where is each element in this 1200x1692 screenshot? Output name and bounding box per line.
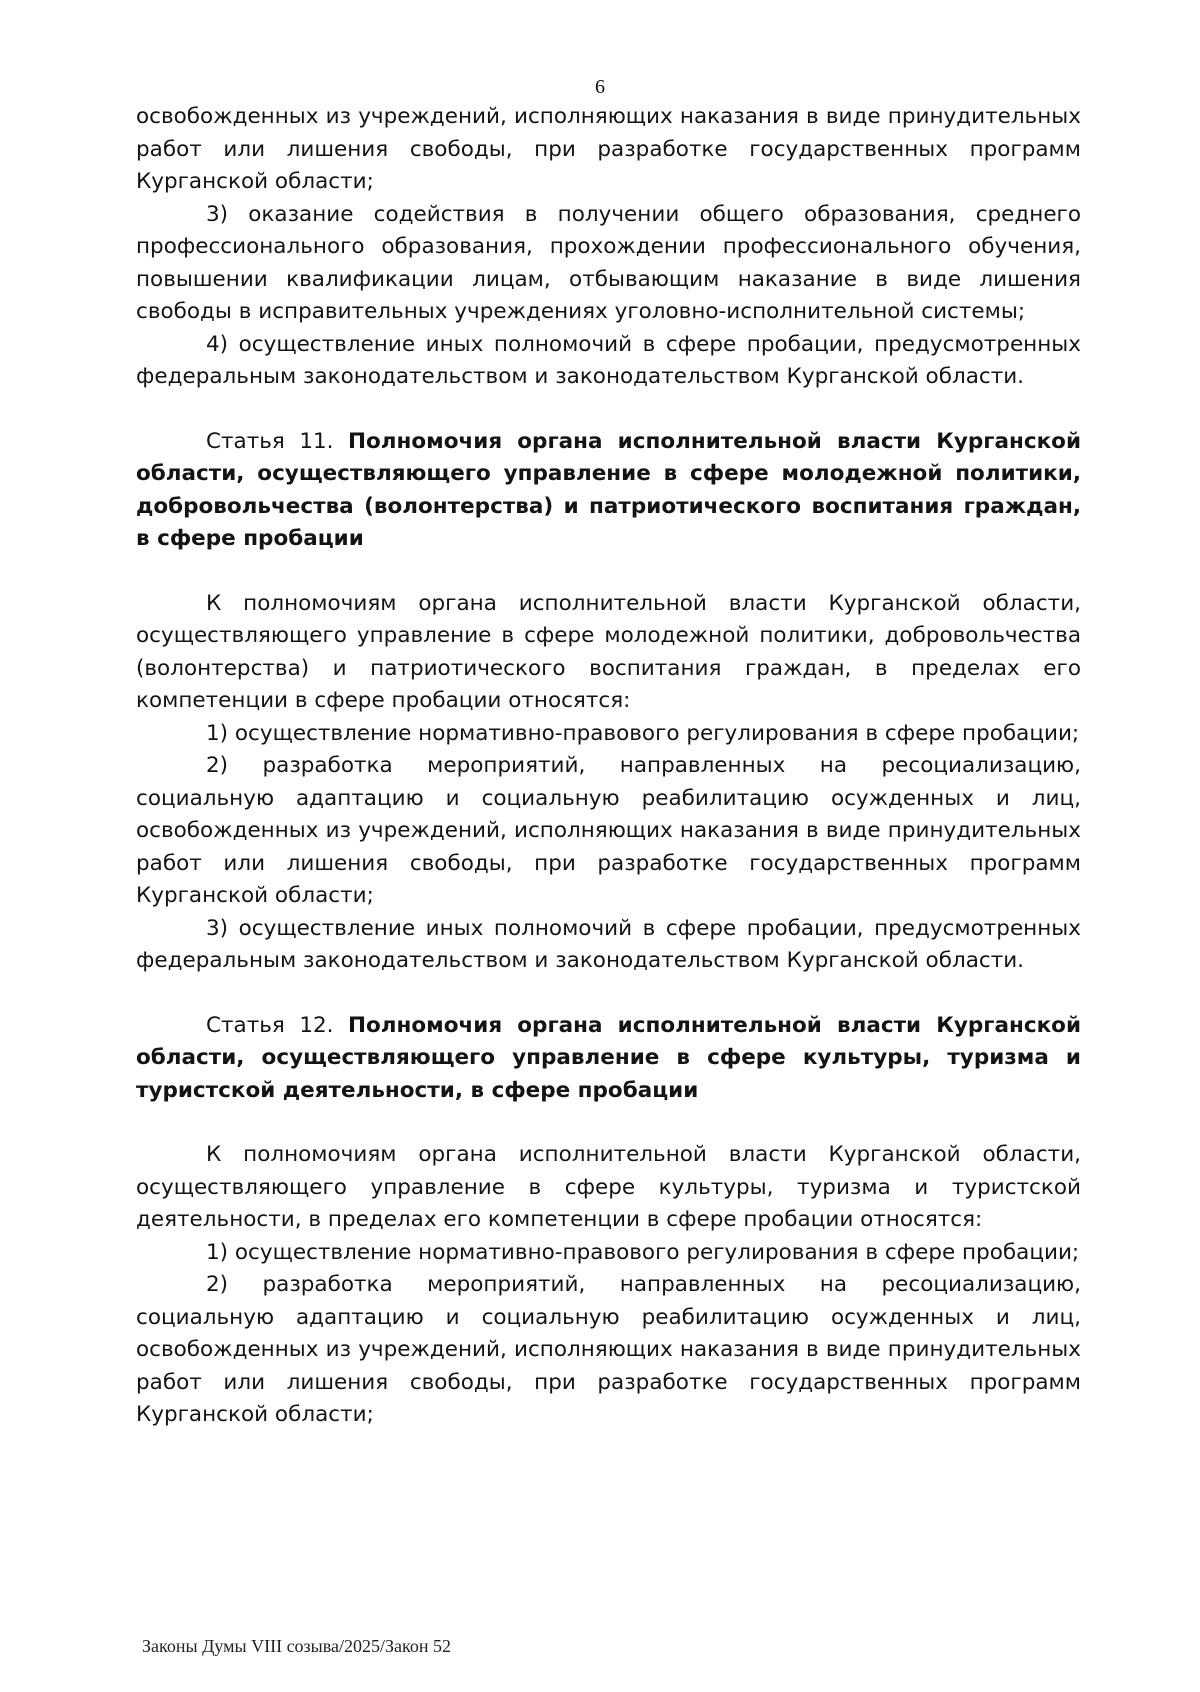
document-body <box>136 101 1081 1432</box>
list-item: 2) разработка мероприятий, направленных на ресоциализацию, социальную адаптацию и социальную реабилитацию осужденных и лиц, освобожденных из учреждений, исполняющих наказания в виде принудительных работ или лишения свободы, при разработке государственных программ Курганской области; <box>136 1272 1081 1427</box>
article-title: Полномочия органа исполнительной власти Курганской области, осуществляющего управление в сфере молодежной политики, добровольчества (волонтерства) и патриотического воспитания граждан, в сфере пробации <box>136 428 1082 551</box>
list-item: 3) осуществление иных полномочий в сфере пробации, предусмотренных федеральным законодательством и законодательством Курганской области. <box>136 915 1081 973</box>
article-intro: К полномочиям органа исполнительной власти Курганской области, осуществляющего управление в сфере культуры, туризма и туристской деятельности, в пределах его компетенции в сфере пробации относятся: <box>136 1142 1081 1232</box>
list-item: 4) осуществление иных полномочий в сфере пробации, предусмотренных федеральным законодательством и законодательством Курганской области. <box>136 331 1081 389</box>
list-item: 3) оказание содействия в получении общего образования, среднего профессионального образования, прохождении профессионального обучения, повышении квалификации лицам, отбывающим наказание в виде лишения свободы в исправительных учреждениях уголовно-исполнительной системы; <box>136 201 1081 324</box>
document-footer: Законы Думы VIII созыва/2025/Закон 52 <box>142 1636 451 1656</box>
article-label: Статья 11. <box>206 428 334 454</box>
list-item: 1) осуществление нормативно-правового регулирования в сфере пробации; <box>206 1239 1080 1265</box>
article-intro: К полномочиям органа исполнительной власти Курганской области, осуществляющего управление в сфере молодежной политики, добровольчества (волонтерства) и патриотического воспитания граждан, в пределах его компетенции в сфере пробации относятся: <box>136 590 1081 713</box>
article-11-heading <box>136 426 1081 556</box>
article-title: Полномочия органа исполнительной власти Курганской области, осуществляющего управление в сфере культуры, туризма и туристской деятельности, в сфере пробации <box>136 1012 1082 1103</box>
article-label: Статья 12. <box>206 1012 334 1038</box>
list-item: 1) осуществление нормативно-правового регулирования в сфере пробации; <box>206 720 1080 746</box>
paragraph-continuation: освобожденных из учреждений, исполняющих наказания в виде принудительных работ или лишения свободы, при разработке государственных программ Курганской области; <box>136 104 1081 194</box>
list-item: 2) разработка мероприятий, направленных на ресоциализацию, социальную адаптацию и социальную реабилитацию осужденных и лиц, освобожденных из учреждений, исполняющих наказания в виде принудительных работ или лишения свободы, при разработке государственных программ Курганской области; <box>136 753 1081 908</box>
article-12-heading <box>136 1010 1081 1108</box>
page-number: 6 <box>595 76 605 98</box>
